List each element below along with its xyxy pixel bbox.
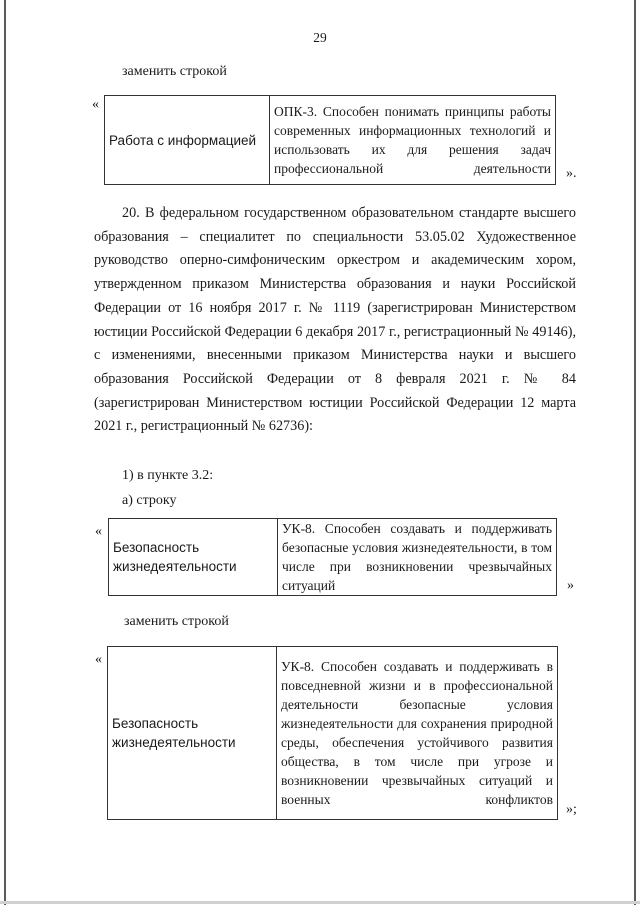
open-quote-b: « (95, 524, 102, 539)
scan-edge-bottom (0, 901, 640, 904)
table-c-description: УК-8. Способен создавать и поддерживать в повседневной жизни и в профессиональной деятельности безопасные условия жизнедеятельности для сохранения природной среды, обеспечения устойчивого развития общества, в том числе при угрозе и возникновении чрезвычайных ситуаций и военных конфликтов (277, 647, 558, 820)
close-quote-b: » (567, 578, 574, 593)
replace-instruction-2: заменить строкой (124, 614, 229, 629)
table-b-name: Безопасность жизнедеятельности (109, 519, 278, 596)
replace-instruction-1: заменить строкой (122, 64, 227, 79)
page-number: 29 (313, 30, 327, 45)
open-quote-a: « (92, 97, 99, 112)
scan-edge-right (634, 0, 636, 905)
requirement-table-a (104, 95, 556, 185)
list-item-a: а) строку (122, 493, 177, 508)
close-quote-c: »; (566, 802, 577, 817)
table-b-description: УК-8. Способен создавать и поддерживать безопасные условия жизнедеятельности, в том числе при возникновении чрезвычайных ситуаций (278, 519, 557, 596)
list-item-1: 1) в пункте 3.2: (122, 468, 214, 483)
table-a-description: ОПК-3. Способен понимать принципы работы современных информационных технологий и использовать их для решения задач профессиональной деятельности (270, 96, 556, 185)
table-a-name: Работа с информацией (105, 96, 270, 185)
close-quote-a: ». (566, 166, 577, 181)
paragraph-20 (94, 202, 576, 439)
table-c-name: Безопасность жизнедеятельности (108, 647, 277, 820)
open-quote-c: « (95, 652, 102, 667)
requirement-table-c (107, 646, 558, 820)
paragraph-20-text: 20. В федеральном государственном образовательном стандарте высшего образования – специалитет по специальности 53.05.02 Художественное руководство оперно-симфоническим оркестром и академическим хором, утвержденном приказом Министерства образования и науки Российской Федерации от 16 ноября 2017 г. № 1119 (зарегистрирован Министерством юстиции Российской Федерации 6 декабря 2017 г., регистрационный № 49146), с изменениями, внесенными приказом Министерства науки и высшего образования Российской Федерации от 8 февраля 2021 г. № 84 (зарегистрирован Министерством юстиции Российской Федерации 12 марта 2021 г., регистрационный № 62736): (94, 205, 576, 435)
scan-edge-left (4, 0, 6, 905)
requirement-table-b (108, 518, 557, 596)
